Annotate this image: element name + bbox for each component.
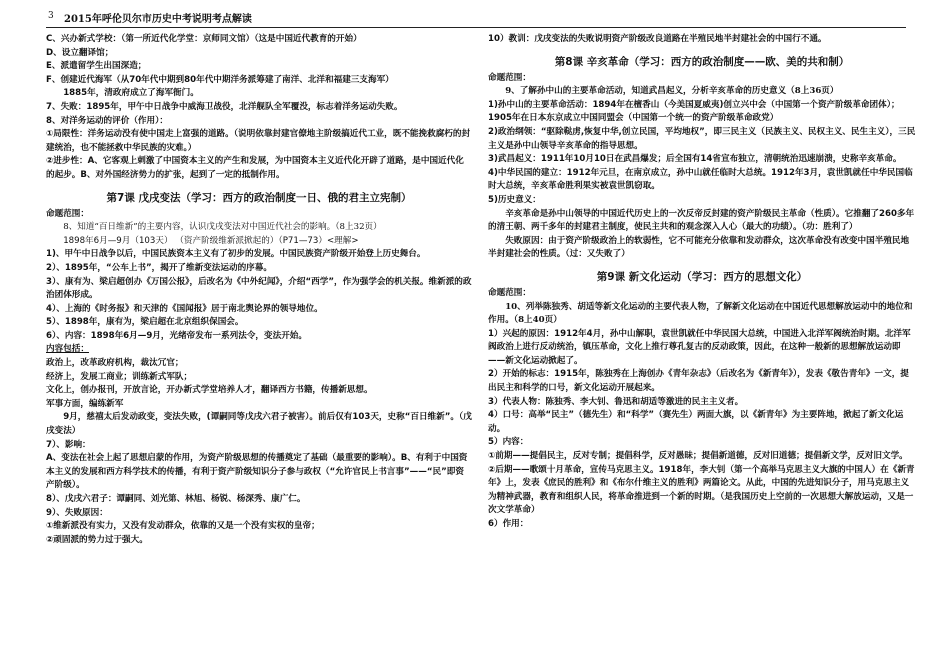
paragraph: 7、失败：1895年，甲午中日战争中威海卫战役，北洋舰队全军覆没，标志着洋务运动失败。 (46, 101, 403, 112)
paragraph: 辛亥革命是孙中山领导的中国近代历史上的一次反帝反封建的资产阶级民主革命（性质）。它推翻了260多年的清王朝、两千多年的封建君主制度，使民主共和的观念深入人心（最大的功绩）。（功：胜利了） (488, 208, 915, 233)
paragraph: ②顽固派的势力过于强大。 (46, 534, 148, 545)
paragraph: 7）、影响： (46, 439, 91, 450)
section-heading: 第7课 戊戌变法（学习：西方的政治制度一日、俄的君主立宪制） (106, 191, 412, 204)
paragraph: 9月，慈禧太后发动政变，变法失败，(谭嗣同等戊戌六君子被害）。前后仅有103天，史称“百日维新”。（戊戌变法） (46, 412, 472, 437)
paragraph: 失败原因：由于资产阶级政治上的软弱性，它不可能充分依靠和发动群众，这次革命没有改变中国半殖民地半封建社会的性质。（过：又失败了） (488, 235, 910, 260)
document-title: 2015年呼伦贝尔市历史中考说明考点解读 (64, 14, 252, 25)
paragraph: 政治上，改革政府机构，裁汰冗官； (46, 358, 184, 369)
paragraph: ②后期——歌颂十月革命，宣传马克思主义。1918年，李大钊（第一个高举马克思主义大旗的中国人）在《新青年》上，发表《庶民的胜利》和《布尔什维主义的胜利》两篇论文。从此，中国的先进知识分子，用马克思主义为精神武器，教育和组织人民，将革命推进到一个新的时期。（是我国历史上空前的一次思想大解放运动，又是一次文学革命） (488, 464, 915, 516)
paragraph: 10）教训：戊戌变法的失败说明资产阶级改良道路在半殖民地半封建社会的中国行不通。 (488, 34, 827, 44)
paragraph: 1)、甲午中日战争以后，中国民族资本主义有了初步的发展。中国民族资产阶级开始登上历史舞台。 (46, 249, 426, 260)
paragraph: 经济上，发展工商业；训练新式军队； (46, 371, 193, 382)
paragraph: 1898年6月—9月（103天） （资产阶级维新派掀起的）（P71—73）<理解> (63, 235, 359, 246)
paragraph: 命题范围： (488, 72, 531, 83)
paragraph: 4)中华民国的建立：1912年元旦，在南京成立，孙中山就任临时大总统。1912年3月，袁世凯就任中华民国临时大总统，辛亥革命胜利果实被袁世凯窃取。 (488, 167, 913, 192)
paragraph: 命题范围： (488, 287, 531, 298)
paragraph: 5)历史意义： (488, 194, 541, 205)
paragraph: 2）、1895年，“公车上书”，揭开了维新变法运动的序幕。 (46, 262, 272, 273)
paragraph: ②进步性：A、它客观上刺激了中国资本主义的产生和发展，为中国资本主义近代化开辟了道路，是中国近代化的起步。B、对外国经济势力的扩张，起到了一定的抵制作用。 (46, 156, 464, 180)
paragraph: 1)孙中山的主要革命活动：1894年在檀香山（今美国夏威夷)创立兴中会（中国第一个资产阶级革命团体）；1905年在日本东京成立中国同盟会（中国第一个统一的资产阶级革命政党） (488, 99, 900, 124)
paragraph: 内容包括： (46, 344, 89, 355)
paragraph: 6）、内容：1898年6月—9月，光绪帝发布一系列法令，变法开始。 (46, 330, 307, 341)
paragraph: 4）、上海的《时务报》和天津的《国闻报》居于南北舆论界的领导地位。 (46, 303, 323, 314)
page-header (48, 10, 908, 26)
paragraph: 8）、戊戌六君子：谭嗣同、刘光第、林旭、杨锐、杨深秀、康广仁。 (46, 494, 306, 504)
paragraph: E、派遣留学生出国深造； (46, 61, 147, 72)
paragraph: 文化上，创办报刊，开放言论，开办新式学堂培养人才，翻译西方书籍，传播新思想。 (46, 385, 373, 396)
right-column (488, 33, 916, 532)
paragraph: 2）开始的标志：1915年，陈独秀在上海创办《青年杂志》（后改名为《新青年》），发表《敬告青年》一文，提出民主和科学的口号，新文化运动开展起来。 (488, 369, 909, 394)
paragraph: ①局限性：洋务运动没有使中国走上富强的道路。（说明依靠封建官僚地主阶级搞近代工业，既不能挽救腐朽的封建统治，也不能拯救中华民族的灾难。） (46, 129, 471, 153)
paragraph: A、变法在社会上起了思想启蒙的作用，为资产阶级思想的传播奠定了基础（最重要的影响）。B、有利于中国资本主义的发展和西方科学技术的传播，有利于资产阶级知识分子参与政权（“允许官民上书言事”——“民”即资产阶级）。 (46, 453, 468, 491)
paragraph: 2)政治纲领：“驱除鞑虏,恢复中华,创立民国，平均地权”，即三民主义（民族主义、民权主义、民生主义），三民主义是孙中山领导辛亥革命的指导思想。 (488, 126, 916, 151)
paragraph: 3）、康有为、梁启超创办《万国公报》，后改名为《中外纪闻》，介绍“西学”，作为强学会的机关报。维新派的政治团体形成。 (46, 276, 472, 301)
paragraph: 军事方面，编练新军 (46, 398, 124, 409)
paragraph: 3）代表人物：陈独秀、李大钊、鲁迅和胡适等激进的民主主义者。 (488, 396, 744, 407)
paragraph: 5）、1898年，康有为，梁启超在北京组织保国会。 (46, 317, 244, 328)
paragraph: 1885年，清政府成立了海军衙门。 (63, 88, 199, 99)
paragraph: 3)武昌起义：1911年10月10日在武昌爆发；后全国有14省宣布独立，清朝统治迅速崩溃，史称辛亥革命。 (488, 154, 902, 165)
paragraph: 4）口号：高举“民主”（德先生）和“科学”（赛先生）两面大旗，以《新青年》为主要阵地，掀起了新文化运动。 (488, 410, 904, 434)
paragraph: C、兴办新式学校：（第一所近代化学堂：京师同文馆）（这是中国近代教育的开始） (46, 34, 362, 44)
paragraph: 10、列举陈独秀、胡适等新文化运动的主要代表人物，了解新文化运动在中国近代思想解放运动中的地位和作用。（8上40页） (488, 301, 913, 326)
section-heading: 第8课 辛亥革命（学习：西方的政治制度——欧、美的共和制） (554, 55, 850, 68)
paragraph: 6）作用： (488, 519, 529, 529)
paragraph: ①前期——提倡民主，反对专制；提倡科学，反对愚昧；提倡新道德，反对旧道德；提倡新文学，反对旧文学。 (488, 451, 908, 462)
paragraph: 5）内容： (488, 437, 529, 448)
paragraph: ①维新派没有实力，又没有发动群众，依靠的又是一个没有实权的皇帝； (46, 521, 320, 532)
page-number: 3 (48, 11, 54, 21)
paragraph: 8、知道“百日维新”的主要内容，认识戊戌变法对中国近代社会的影响。（8上32页） (63, 222, 382, 233)
section-heading: 第9课 新文化运动（学习：西方的思想文化） (596, 270, 808, 283)
paragraph: F、创建近代海军（从70年代中期到80年代中期洋务派筹建了南洋、北洋和福建三支海军） (46, 74, 394, 85)
paragraph: D、设立翻译馆； (46, 47, 114, 58)
paragraph: 命题范围： (46, 208, 89, 219)
header-rule (46, 27, 906, 28)
left-column (46, 33, 472, 547)
paragraph: 9、了解孙中山的主要革命活动，知道武昌起义，分析辛亥革命的历史意义（8上36页） (505, 86, 839, 97)
paragraph: 1）兴起的原因：1912年4月，孙中山解职，袁世凯就任中华民国大总统，中国进入北洋军阀统治时期。北洋军阀政治上进行反动统治，镇压革命，文化上推行尊孔复古的反动政策，因此，在这种一般新的思想解放运动即——新文化运动掀起了。 (488, 328, 911, 366)
paragraph: 9）、失败原因： (46, 507, 108, 518)
paragraph: 8、对洋务运动的评价（作用）： (46, 115, 168, 126)
